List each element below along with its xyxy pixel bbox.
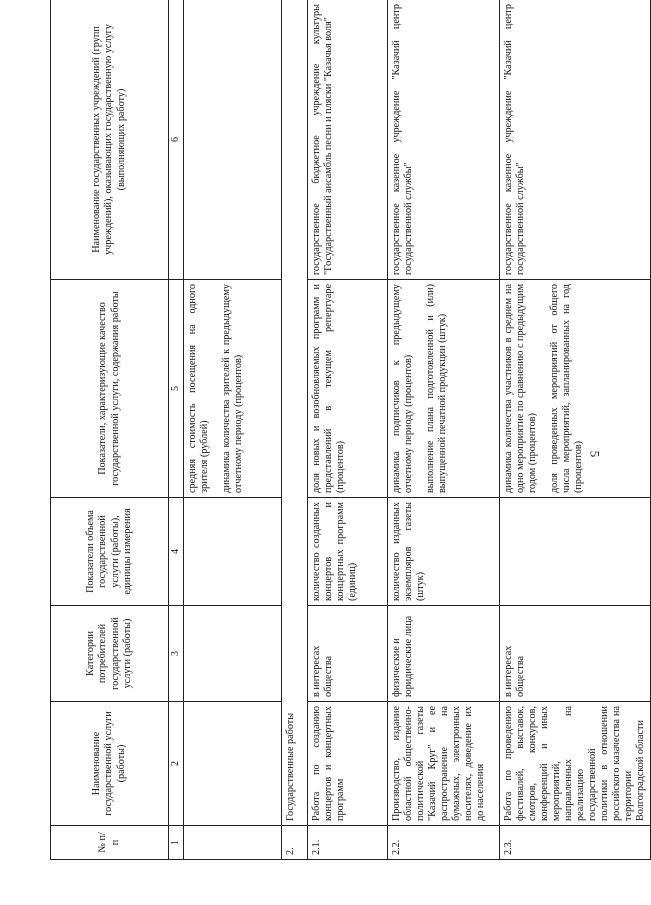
col-number: 5	[169, 280, 184, 498]
col-number: 3	[169, 606, 184, 702]
section-number: 2.	[281, 826, 307, 860]
header-volume: Показатели объема государственной услуги (работы), единицы измерения	[51, 498, 169, 606]
volume-indicator: количество изданных экземпляров газеты (штук)	[387, 498, 499, 606]
header-quality: Показатели, характеризующие качество государственной услуги, содержания работы	[51, 280, 169, 498]
consumers: в интересах общества	[307, 606, 387, 702]
quality-indicators	[307, 280, 387, 498]
section-title: Государственные работы	[281, 0, 307, 826]
row-number: 2.1.	[307, 826, 387, 860]
quality-indicator: средняя стоимость посещения на одного зрителя (рублей)	[186, 284, 210, 493]
page-number: 5	[587, 450, 603, 458]
col-number: 2	[169, 702, 184, 826]
institution: государственное казенное учреждение "Казачий центр государственной службы"	[387, 0, 499, 280]
work-name: Работа по проведению фестивалей, выставок, смотров, конкурсов, конференций и иных мероприятий, направленных на реализацию государственной политики в отношении российского казачества на территории Волгоградской области	[499, 702, 650, 826]
quality-indicator: доля проведенных мероприятий от общего числа мероприятий, запланированных на год (процентов)	[548, 284, 584, 493]
quality-indicator: динамика подписчиков к предыдущему отчетному периоду (процентов)	[390, 284, 414, 493]
header-row	[51, 0, 169, 860]
volume-indicator	[499, 498, 650, 606]
col-number: 4	[169, 498, 184, 606]
quality-indicator: динамика количества участников в среднем на одно мероприятие по сравнению с предыдущим годом (процентов)	[502, 283, 538, 493]
table-row	[307, 0, 387, 860]
rotated-page	[50, 0, 647, 860]
quality-indicator: динамика количества зрителей к предыдущему отчетному периоду (процентов)	[220, 284, 244, 493]
continuation-quality	[183, 280, 281, 498]
col-number: 6	[169, 0, 184, 280]
consumers: физические и юридические лица	[387, 606, 499, 702]
table-row	[499, 0, 650, 860]
header-num: № п/п	[51, 826, 169, 860]
quality-indicators	[499, 280, 650, 498]
institution: государственное казенное учреждение "Казачий центр государственной службы"	[499, 0, 650, 280]
consumers: в интересах общества	[499, 606, 650, 702]
row-number: 2.3.	[499, 826, 650, 860]
work-name: Работа по созданию концертов и концертных программ	[307, 702, 387, 826]
quality-indicator: выполнение плана подготовленной и (или) выпущенной печатной продукции (штук)	[424, 284, 448, 493]
section-row	[281, 0, 307, 860]
services-table	[50, 0, 651, 860]
volume-indicator: количество созданных концертов и концертных программ (единиц)	[307, 498, 387, 606]
row-number: 2.2.	[387, 826, 499, 860]
quality-indicators	[387, 280, 499, 498]
header-service-name: Наименование государственной услуги (работы)	[51, 702, 169, 826]
table-row	[387, 0, 499, 860]
column-number-row	[169, 0, 184, 860]
continuation-row	[183, 0, 281, 860]
institution: государственное бюджетное учреждение культуры "Государственный ансамбль песни и пляски "Казачья воля"	[307, 0, 387, 280]
col-number: 1	[169, 826, 184, 860]
work-name: Производство, издание областной общественно-политической газеты "Казачий Круг" и ее распространение на бумажных, электронных носителях, доведение их до населения	[387, 702, 499, 826]
header-institution: Наименование государственных учреждений (групп учреждений), оказывающих государственную услугу (выполняющих работу)	[51, 0, 169, 280]
quality-indicator: доля новых и возобновляемых программ и представлений в текущем репертуаре (процентов)	[310, 284, 346, 493]
header-consumers: Категории потребителей государственной услуги (работы)	[51, 606, 169, 702]
